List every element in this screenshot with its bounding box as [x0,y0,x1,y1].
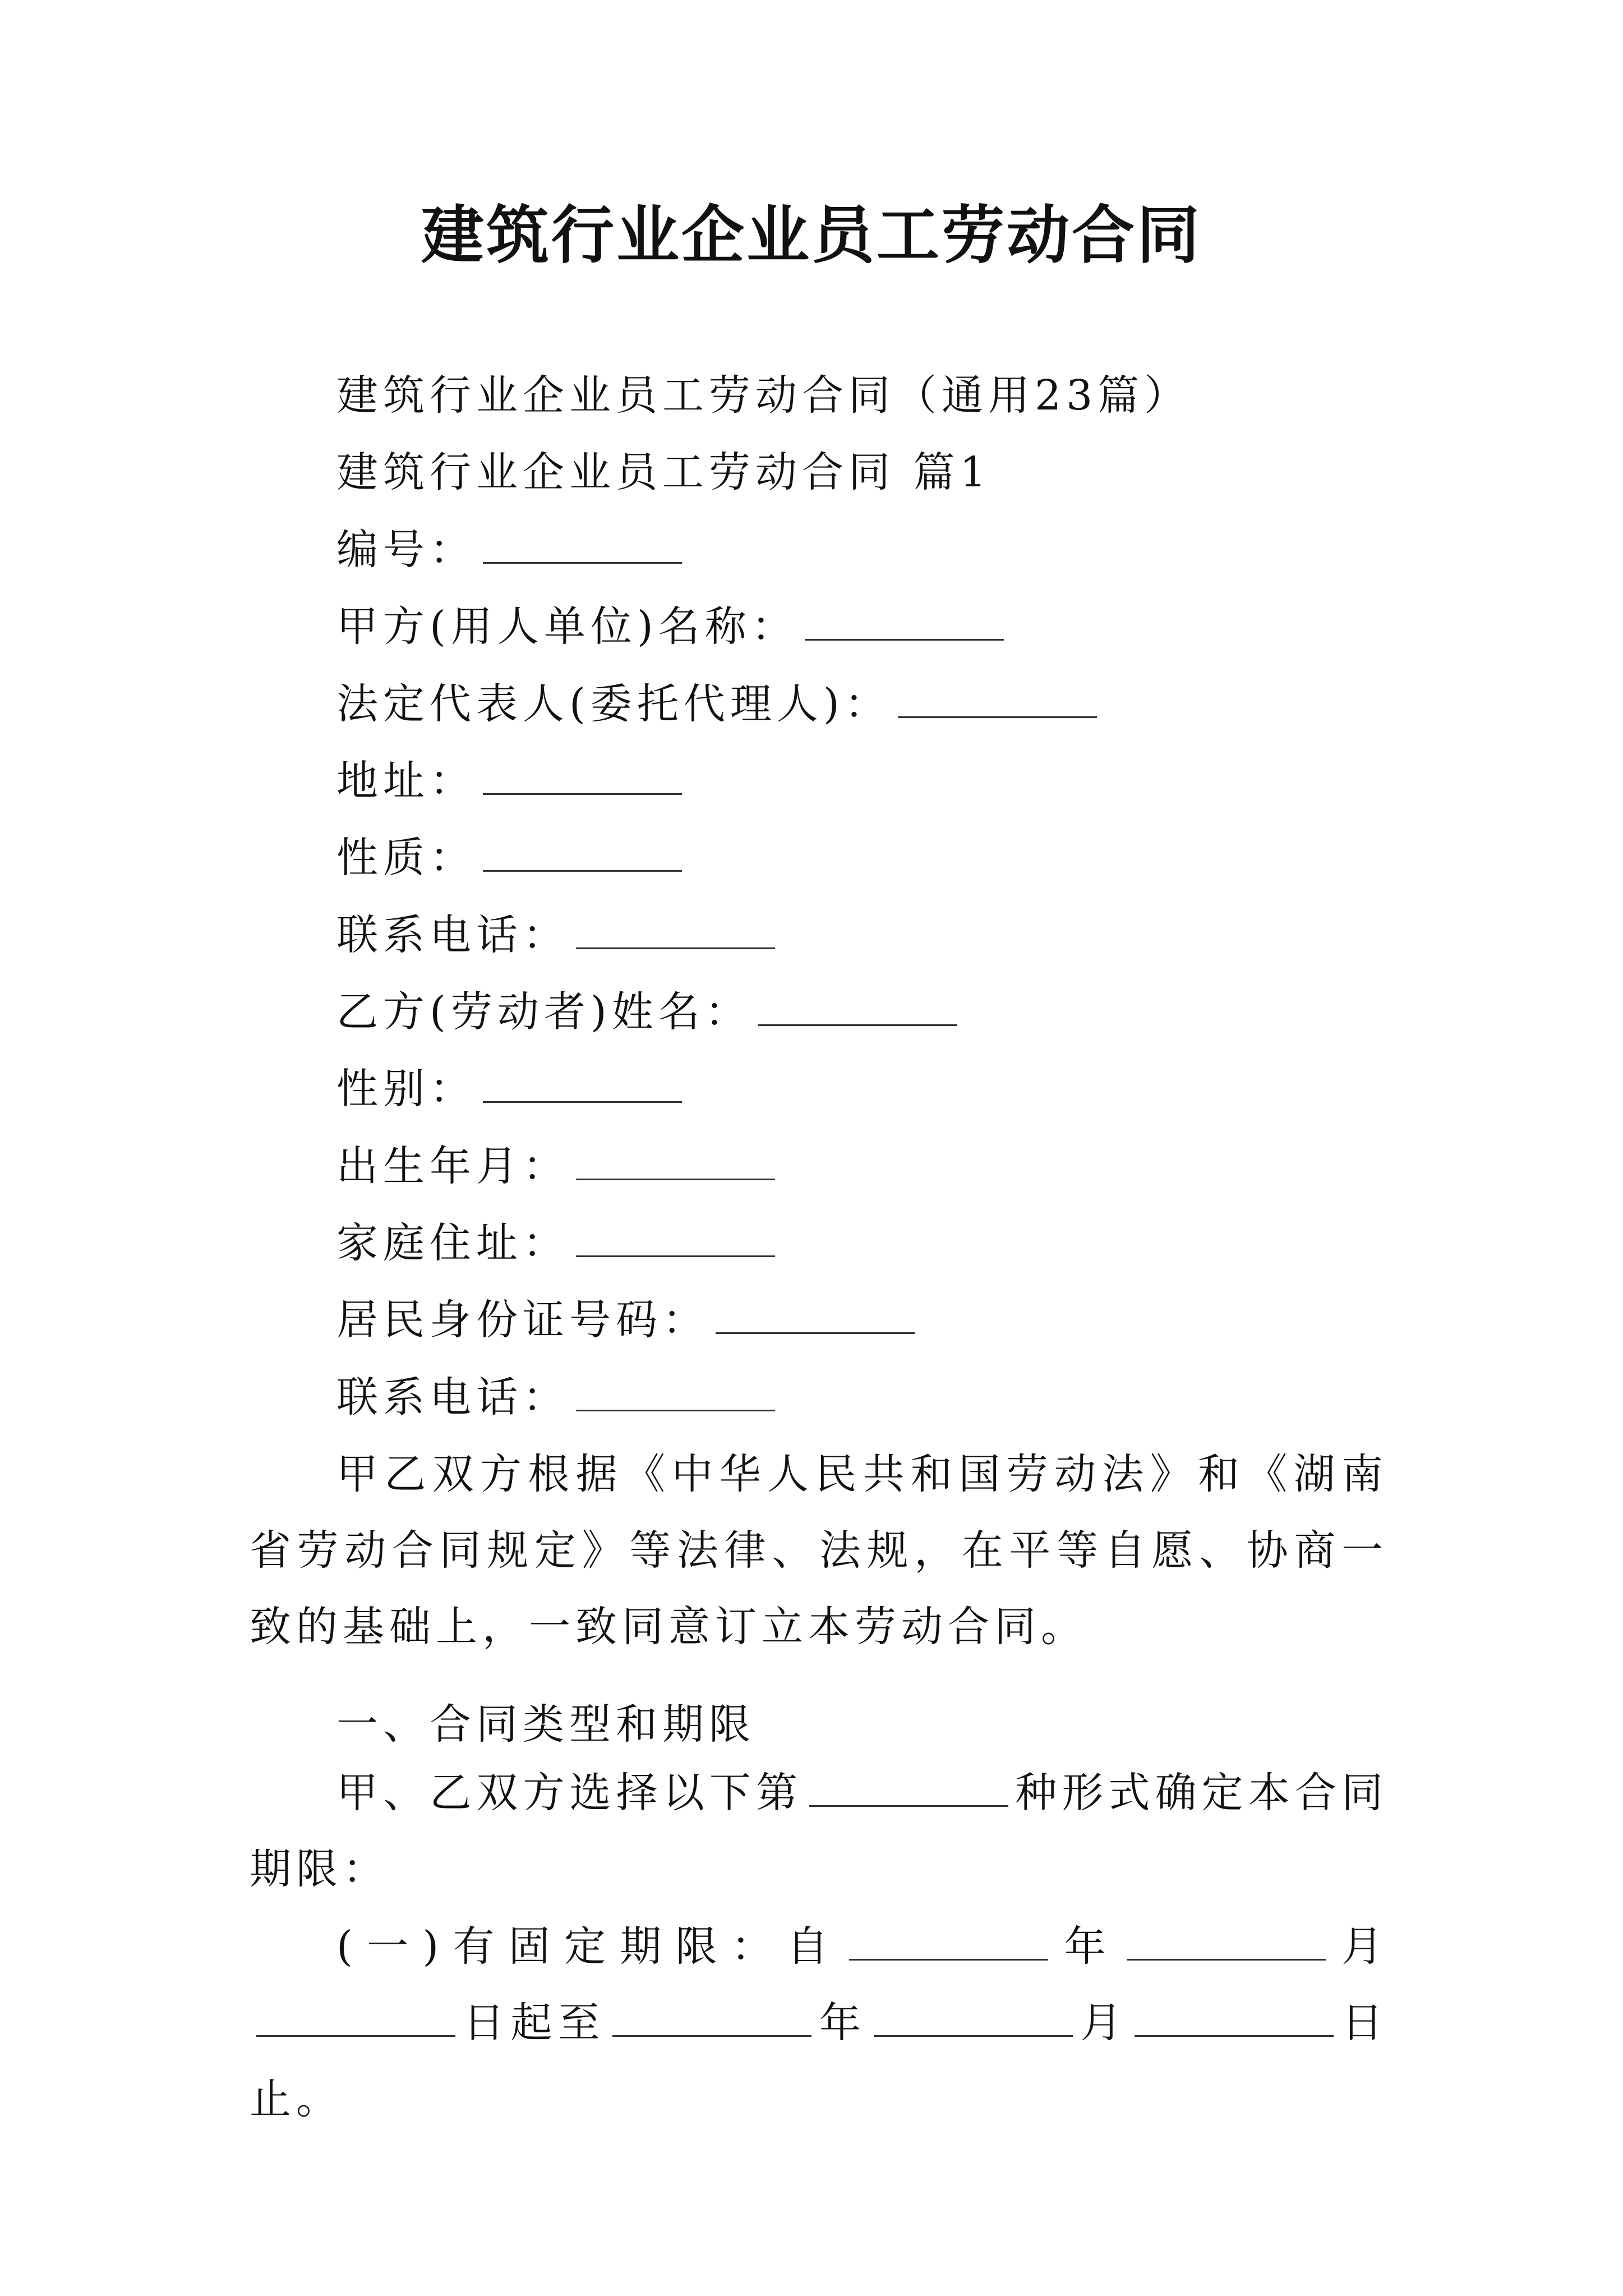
from-label: 日起至 [462,1999,606,2047]
fill-blank [1135,1996,1334,2037]
field-label: 性别： [336,1065,476,1113]
field-row [336,1369,782,1425]
fill-blank [576,1139,775,1180]
fixed-term-prefix: (一)有固定期限：自 [336,1922,843,1971]
fill-blank [576,1216,775,1257]
field-label: 性质： [336,834,476,882]
fill-blank [612,1996,811,2037]
field-row [336,984,964,1040]
fill-blank [809,1766,1008,1807]
month-label: 月 [1079,1999,1128,2047]
fill-blank [483,754,682,795]
fixed-term-paragraph [250,1908,1388,2137]
field-row [336,1215,782,1271]
year-label: 年 [818,1999,867,2047]
fill-blank [256,1996,455,2037]
field-label: 联系电话： [336,911,569,959]
document-title: 建筑行业企业员工劳动合同 [421,199,1202,272]
year-label: 年 [1055,1922,1120,1971]
fill-blank [898,677,1097,718]
document-subtitle: 建筑行业企业员工劳动合同（通用23篇） [336,371,1191,420]
field-row [336,1138,782,1194]
fill-blank [483,831,682,872]
clause-text-part1: 甲、乙双方选择以下第 [336,1769,803,1817]
until-label: 日止。 [250,1999,1389,2123]
intro-paragraph: 甲乙双方根据《中华人民共和国劳动法》和《湖南省劳动合同规定》等法律、法规，在平等自愿、协商一致的基础上，一致同意订立本劳动合同。 [250,1450,1388,1651]
field-label: 地址： [336,757,476,805]
field-row [336,753,689,809]
field-label: 甲方(用人单位)名称： [336,602,798,651]
section-heading: 建筑行业企业员工劳动合同 篇1 [336,448,992,496]
field-label: 联系电话： [336,1373,569,1421]
fill-blank [1127,1920,1326,1961]
field-label: 法定代表人(委托代理人)： [336,680,891,728]
field-row [336,676,1104,732]
field-row [336,522,689,578]
clause-heading: 一、合同类型和期限 [336,1700,755,1749]
fill-blank [874,1996,1073,2037]
fill-blank [716,1293,915,1334]
fill-blank [805,600,1004,641]
month-label: 月 [1332,1922,1388,1971]
field-label: 出生年月： [336,1142,569,1190]
field-row [336,599,1011,655]
field-row [336,1292,921,1348]
fill-blank [483,523,682,564]
field-label: 家庭住址： [336,1219,569,1267]
fill-blank [758,985,957,1026]
fill-blank [576,1370,775,1411]
field-label: 居民身份证号码： [336,1296,709,1344]
field-label: 编号： [336,526,476,574]
field-row [336,907,782,963]
fill-blank [576,908,775,949]
field-row [336,830,689,886]
field-row [336,1061,689,1117]
clause-paragraph [250,1755,1388,1907]
field-label: 乙方(劳动者)姓名： [336,988,751,1036]
clause-text-part2: 种形式确定本合同期限： [250,1769,1389,1893]
fill-blank [849,1920,1048,1961]
fill-blank [483,1062,682,1103]
